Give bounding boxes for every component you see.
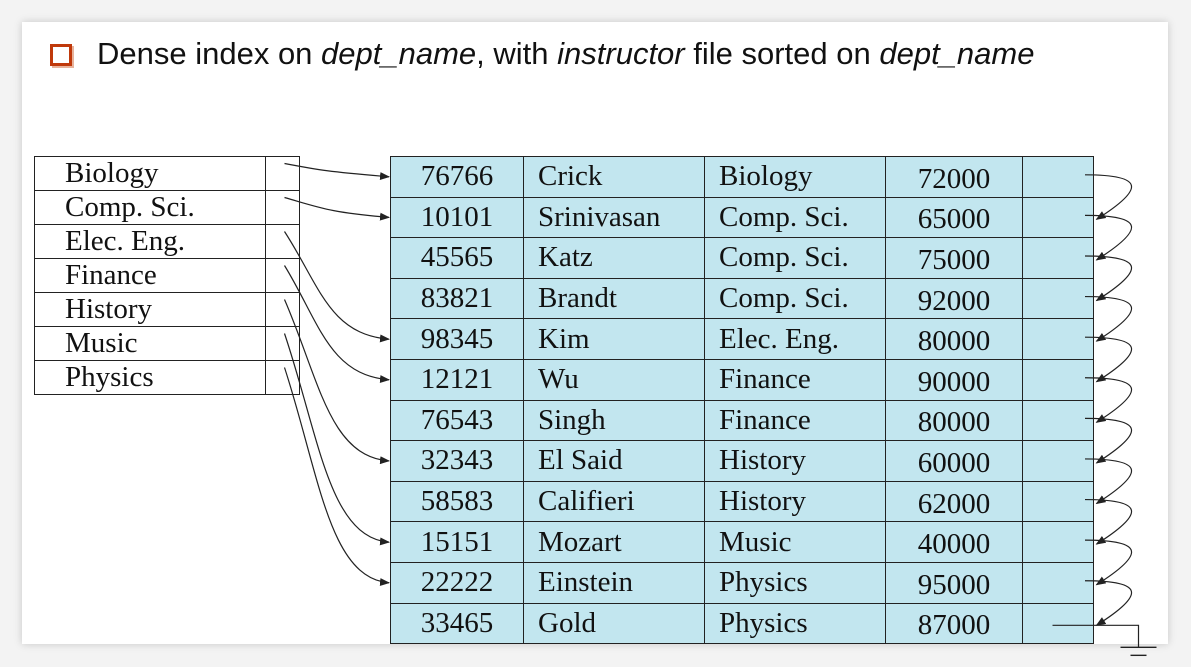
record-name: Kim	[524, 319, 705, 360]
record-row	[391, 157, 1094, 198]
record-name: Wu	[524, 359, 705, 400]
index-key: History	[35, 293, 266, 327]
title-part-6: dept_name	[879, 36, 1035, 71]
index-pointer-cell	[266, 259, 300, 293]
record-dept: Comp. Sci.	[705, 238, 886, 279]
record-pointer-cell	[1023, 238, 1094, 279]
index-pointer-cell	[266, 361, 300, 395]
record-salary: 90000	[886, 359, 1023, 400]
index-entry	[35, 361, 300, 395]
record-dept: Comp. Sci.	[705, 197, 886, 238]
index-key: Elec. Eng.	[35, 225, 266, 259]
record-pointer-cell	[1023, 319, 1094, 360]
record-salary: 60000	[886, 441, 1023, 482]
record-id: 76543	[391, 400, 524, 441]
record-row	[391, 603, 1094, 644]
record-dept: Physics	[705, 562, 886, 603]
record-pointer-cell	[1023, 562, 1094, 603]
record-name: Crick	[524, 157, 705, 198]
hollow-square-bullet-icon	[50, 44, 72, 66]
record-dept: Physics	[705, 603, 886, 644]
index-pointer-cell	[266, 191, 300, 225]
record-id: 15151	[391, 522, 524, 563]
index-entry	[35, 191, 300, 225]
record-dept: Elec. Eng.	[705, 319, 886, 360]
record-row	[391, 359, 1094, 400]
record-row	[391, 562, 1094, 603]
record-id: 45565	[391, 238, 524, 279]
record-id: 12121	[391, 359, 524, 400]
record-dept: Finance	[705, 400, 886, 441]
title-part-1: Dense index on	[97, 36, 322, 71]
record-salary: 95000	[886, 562, 1023, 603]
record-pointer-cell	[1023, 359, 1094, 400]
record-salary: 72000	[886, 157, 1023, 198]
record-row	[391, 400, 1094, 441]
record-pointer-cell	[1023, 441, 1094, 482]
record-id: 76766	[391, 157, 524, 198]
index-entry	[35, 225, 300, 259]
record-salary: 62000	[886, 481, 1023, 522]
record-salary: 87000	[886, 603, 1023, 644]
record-id: 58583	[391, 481, 524, 522]
record-pointer-cell	[1023, 481, 1094, 522]
record-salary: 40000	[886, 522, 1023, 563]
dense-index-table	[34, 156, 300, 395]
record-row	[391, 238, 1094, 279]
instructor-file-table	[390, 156, 1094, 644]
slide-title-row	[50, 36, 1034, 72]
index-key: Physics	[35, 361, 266, 395]
index-entry	[35, 157, 300, 191]
record-pointer-cell	[1023, 522, 1094, 563]
index-pointer-cell	[266, 327, 300, 361]
record-name: Srinivasan	[524, 197, 705, 238]
record-name: Katz	[524, 238, 705, 279]
index-entry	[35, 327, 300, 361]
record-name: Einstein	[524, 562, 705, 603]
record-name: Mozart	[524, 522, 705, 563]
index-pointer-cell	[266, 293, 300, 327]
title-part-4: instructor	[557, 36, 685, 71]
record-pointer-cell	[1023, 603, 1094, 644]
record-pointer-cell	[1023, 197, 1094, 238]
title-part-2: dept_name	[321, 36, 477, 71]
index-key: Comp. Sci.	[35, 191, 266, 225]
record-name: Califieri	[524, 481, 705, 522]
record-id: 10101	[391, 197, 524, 238]
record-dept: Biology	[705, 157, 886, 198]
record-dept: Comp. Sci.	[705, 278, 886, 319]
record-row	[391, 197, 1094, 238]
record-name: Brandt	[524, 278, 705, 319]
record-name: El Said	[524, 441, 705, 482]
record-pointer-cell	[1023, 278, 1094, 319]
record-salary: 92000	[886, 278, 1023, 319]
record-pointer-cell	[1023, 400, 1094, 441]
record-row	[391, 522, 1094, 563]
index-key: Music	[35, 327, 266, 361]
title-part-3: , with	[476, 36, 558, 71]
record-id: 98345	[391, 319, 524, 360]
index-key: Biology	[35, 157, 266, 191]
record-name: Singh	[524, 400, 705, 441]
index-pointer-cell	[266, 157, 300, 191]
record-pointer-cell	[1023, 157, 1094, 198]
index-key: Finance	[35, 259, 266, 293]
record-dept: History	[705, 441, 886, 482]
index-entry	[35, 259, 300, 293]
record-id: 33465	[391, 603, 524, 644]
record-row	[391, 278, 1094, 319]
record-id: 22222	[391, 562, 524, 603]
title-part-5: file sorted on	[684, 36, 880, 71]
record-salary: 80000	[886, 400, 1023, 441]
record-row	[391, 481, 1094, 522]
record-salary: 80000	[886, 319, 1023, 360]
record-salary: 65000	[886, 197, 1023, 238]
record-dept: Finance	[705, 359, 886, 400]
slide-title	[97, 36, 1034, 72]
record-id: 83821	[391, 278, 524, 319]
index-entry	[35, 293, 300, 327]
record-row	[391, 441, 1094, 482]
record-dept: History	[705, 481, 886, 522]
index-pointer-cell	[266, 225, 300, 259]
record-dept: Music	[705, 522, 886, 563]
record-id: 32343	[391, 441, 524, 482]
record-name: Gold	[524, 603, 705, 644]
record-salary: 75000	[886, 238, 1023, 279]
record-row	[391, 319, 1094, 360]
